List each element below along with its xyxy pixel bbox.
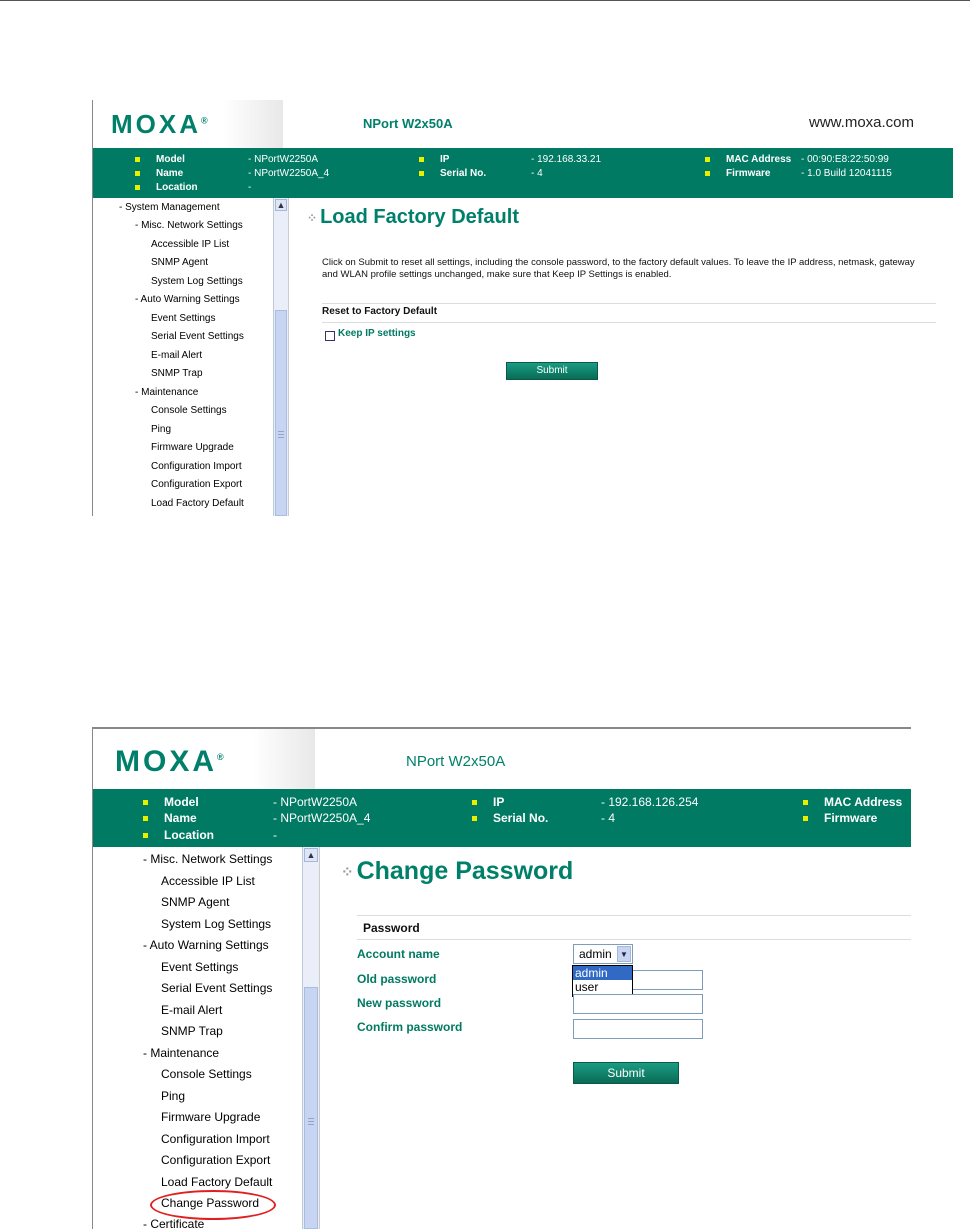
new-password-field[interactable] (573, 994, 703, 1014)
info-name-label: Name (143, 811, 197, 825)
sidebar-nav (93, 847, 320, 1229)
bullet-icon (472, 800, 477, 805)
info-name-value: - NPortW2250A_4 (273, 811, 371, 825)
info-location-label: Location (143, 828, 214, 842)
description-text: Click on Submit to reset all settings, including the console password, to the factory default values. To leave the IP address, netmask, gateway and WLAN profile settings unchanged, make sure that Keep IP Settings is enabled. (322, 257, 915, 280)
info-model-value: - NPortW2250A (273, 795, 358, 809)
nav-maintenance[interactable]: - Maintenance (135, 387, 199, 398)
account-name-label: Account name (357, 947, 440, 961)
nav-configuration-export[interactable]: Configuration Export (151, 479, 243, 490)
account-option-admin[interactable]: admin (573, 966, 632, 980)
info-firmware-label: Firmware (803, 811, 877, 825)
bullet-icon (419, 171, 424, 176)
nav-ping[interactable]: Ping (151, 424, 172, 435)
nav-ping[interactable]: Ping (161, 1089, 186, 1103)
nav-email-alert[interactable]: E-mail Alert (151, 350, 203, 361)
confirm-password-field[interactable] (573, 1019, 703, 1039)
product-name: NPort W2x50A (363, 116, 453, 131)
page-title: ⁘ Load Factory Default (307, 206, 519, 228)
scroll-up-arrow-icon[interactable]: ▲ (276, 200, 286, 210)
sidebar-scrollbar[interactable] (302, 847, 319, 1229)
info-mac-label: MAC Address (803, 795, 902, 809)
info-serial-label: Serial No. (419, 168, 486, 179)
account-name-value: admin (579, 947, 612, 961)
screenshot-change-password (92, 727, 911, 1229)
nav-console-settings[interactable]: Console Settings (151, 405, 227, 416)
bullet-icon (135, 157, 140, 162)
scroll-thumb[interactable] (275, 310, 287, 516)
info-name-value: - NPortW2250A_4 (248, 168, 330, 179)
nav-load-factory-default[interactable]: Load Factory Default (161, 1175, 273, 1189)
confirm-password-label: Confirm password (357, 1020, 463, 1034)
keep-ip-label[interactable]: Keep IP settings (338, 328, 416, 339)
nav-configuration-import[interactable]: Configuration Import (161, 1132, 270, 1146)
nav-event-settings[interactable]: Event Settings (151, 313, 216, 324)
info-model-label: Model (143, 795, 199, 809)
nav-system-management[interactable]: - System Management (119, 202, 220, 213)
submit-button[interactable]: Submit (506, 362, 598, 380)
info-firmware-label: Firmware (705, 168, 770, 179)
nav-snmp-trap[interactable]: SNMP Trap (151, 368, 203, 379)
nav-auto-warning-settings[interactable]: - Auto Warning Settings (135, 294, 240, 305)
logo-shade (253, 729, 315, 789)
registered-mark: ® (217, 752, 224, 762)
nav-misc-network-settings[interactable]: - Misc. Network Settings (135, 220, 243, 231)
bullet-icon (143, 816, 148, 821)
info-serial-label: Serial No. (472, 811, 548, 825)
account-name-select[interactable] (573, 944, 633, 964)
chevron-down-icon[interactable]: ▼ (617, 946, 631, 962)
nav-serial-event-settings[interactable]: Serial Event Settings (151, 331, 244, 342)
nav-configuration-import[interactable]: Configuration Import (151, 461, 242, 472)
bullet-icon (143, 800, 148, 805)
info-serial-value: - 4 (601, 811, 616, 825)
nav-console-settings[interactable]: Console Settings (161, 1067, 252, 1081)
sidebar-nav (93, 198, 289, 516)
info-ip-value: - 192.168.126.254 (601, 795, 699, 809)
bullet-icon (419, 157, 424, 162)
section-header: Reset to Factory Default (322, 303, 936, 323)
bullet-icon (135, 185, 140, 190)
scroll-thumb[interactable] (304, 987, 318, 1229)
info-ip-value: - 192.168.33.21 (531, 154, 602, 165)
nav-system-log-settings[interactable]: System Log Settings (161, 917, 272, 931)
highlight-circle (150, 1190, 276, 1220)
info-ip-label: IP (472, 795, 504, 809)
nav-auto-warning-settings[interactable]: - Auto Warning Settings (143, 938, 269, 952)
page-top-rule (0, 0, 970, 1)
nav-load-factory-default[interactable]: Load Factory Default (151, 498, 244, 509)
new-password-label: New password (357, 996, 442, 1010)
nav-snmp-trap[interactable]: SNMP Trap (161, 1024, 223, 1038)
bullet-icon (803, 816, 808, 821)
bullet-icon (803, 800, 808, 805)
website-link[interactable]: www.moxa.com (809, 114, 915, 131)
nav-email-alert[interactable]: E-mail Alert (161, 1003, 223, 1017)
device-info-bar (93, 148, 953, 198)
bullet-icon (135, 171, 140, 176)
registered-mark: ® (201, 115, 208, 126)
section-header: Password (357, 915, 911, 940)
logo-shade (223, 100, 283, 148)
info-serial-value: - 4 (531, 168, 543, 179)
moxa-logo (115, 745, 224, 779)
info-location-label: Location (135, 182, 198, 193)
nav-accessible-ip-list[interactable]: Accessible IP List (161, 874, 255, 888)
nav-firmware-upgrade[interactable]: Firmware Upgrade (161, 1110, 261, 1124)
nav-snmp-agent[interactable]: SNMP Agent (161, 895, 230, 909)
nav-misc-network-settings[interactable]: - Misc. Network Settings (143, 852, 273, 866)
bullet-icon (705, 157, 710, 162)
nav-system-log-settings[interactable]: System Log Settings (151, 276, 243, 287)
account-option-user[interactable]: user (575, 980, 599, 994)
bullet-icon (143, 833, 148, 838)
old-password-label: Old password (357, 972, 437, 986)
nav-configuration-export[interactable]: Configuration Export (161, 1153, 271, 1167)
info-mac-label: MAC Address (705, 154, 791, 165)
old-password-field[interactable] (633, 970, 703, 990)
title-dots-icon: ⁘ (341, 864, 354, 882)
info-model-label: Model (135, 154, 185, 165)
info-mac-value: - 00:90:E8:22:50:99 (801, 154, 889, 165)
moxa-logo-text: MOXA (115, 745, 217, 778)
bullet-icon (705, 171, 710, 176)
scroll-up-arrow-icon[interactable]: ▲ (304, 848, 318, 862)
info-location-value: - (248, 182, 252, 193)
nav-maintenance[interactable]: - Maintenance (143, 1046, 220, 1060)
product-name: NPort W2x50A (406, 753, 506, 770)
title-dots-icon: ⁘ (307, 210, 318, 225)
keep-ip-checkbox[interactable] (325, 331, 335, 341)
page-title: ⁘ Change Password (341, 857, 574, 885)
nav-snmp-agent[interactable]: SNMP Agent (151, 257, 209, 268)
info-name-label: Name (135, 168, 183, 179)
info-ip-label: IP (419, 154, 449, 165)
nav-accessible-ip-list[interactable]: Accessible IP List (151, 239, 230, 250)
nav-event-settings[interactable]: Event Settings (161, 960, 239, 974)
header (93, 100, 953, 148)
device-info-bar (93, 789, 911, 847)
nav-certificate[interactable]: - Certificate (143, 1217, 205, 1229)
nav-change-password[interactable]: Change Password (161, 1196, 260, 1210)
account-dropdown-list[interactable] (572, 965, 633, 997)
info-firmware-value: - 1.0 Build 12041115 (801, 168, 892, 179)
moxa-logo (111, 109, 208, 140)
screenshot-load-factory-default (92, 100, 953, 516)
bullet-icon (472, 816, 477, 821)
info-location-value: - (273, 828, 277, 842)
nav-firmware-upgrade[interactable]: Firmware Upgrade (151, 442, 234, 453)
header (93, 729, 911, 789)
submit-button[interactable]: Submit (573, 1062, 679, 1084)
sidebar-scrollbar[interactable] (273, 198, 288, 516)
moxa-logo-text: MOXA (111, 109, 201, 139)
info-model-value: - NPortW2250A (248, 154, 319, 165)
nav-serial-event-settings[interactable]: Serial Event Settings (161, 981, 273, 995)
